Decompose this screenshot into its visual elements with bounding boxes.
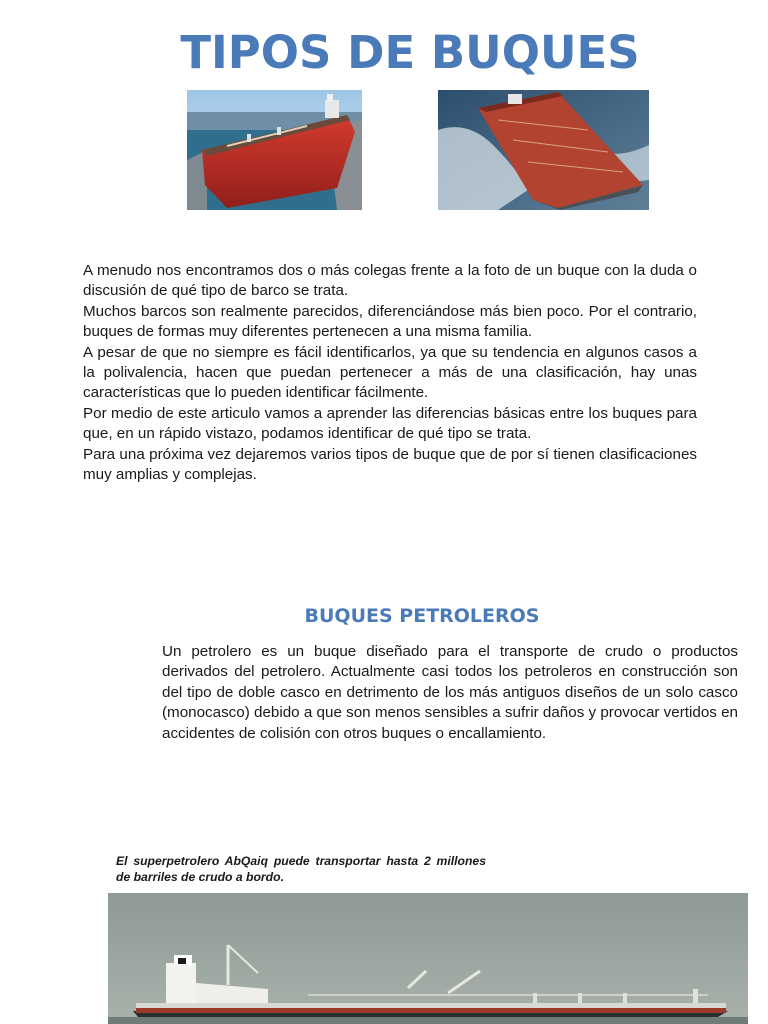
tanker-in-drydock-image [187, 90, 362, 210]
intro-paragraph: Por medio de este articulo vamos a aprender las diferencias básicas entre los buques para que, en un rápido vistazo, podamos identificar de qué tipo se trata. [83, 404, 697, 443]
intro-paragraph: Muchos barcos son realmente parecidos, diferenciándose más bien poco. Por el contrario, buques de formas muy diferentes pertenecen a una misma familia. [83, 302, 697, 341]
page-title: TIPOS DE BUQUES [180, 26, 640, 79]
section-heading: BUQUES PETROLEROS [304, 605, 540, 627]
intro-paragraph: A pesar de que no siempre es fácil identificarlos, ya que su tendencia en algunos casos a la polivalencia, hacen que puedan pertenecer a más de una clasificación, hay unas características que lo pueden identificar fácilmente. [83, 343, 697, 402]
tanker-at-sea-image [438, 90, 649, 210]
intro-text [83, 261, 697, 485]
intro-paragraph: Para una próxima vez dejaremos varios tipos de buque que de por sí tienen clasificaciones muy amplias y complejas. [83, 445, 697, 484]
section-body-text: Un petrolero es un buque diseñado para el transporte de crudo o productos derivados del petrolero. Actualmente casi todos los petroleros en construcción son del tipo de doble casco en detrimento de los más antiguos diseños de un solo casco (monocasco) debido a que son menos sensibles a sufrir daños y provocar vertidos en accidentes de colisión con otros buques o encallamiento. [162, 643, 738, 742]
image-caption: El superpetrolero AbQaiq puede transportar hasta 2 millones de barriles de crudo a bordo. [116, 854, 486, 884]
superpetrolero-image [108, 893, 748, 1024]
intro-paragraph: A menudo nos encontramos dos o más colegas frente a la foto de un buque con la duda o discusión de qué tipo de barco se trata. [83, 262, 697, 300]
